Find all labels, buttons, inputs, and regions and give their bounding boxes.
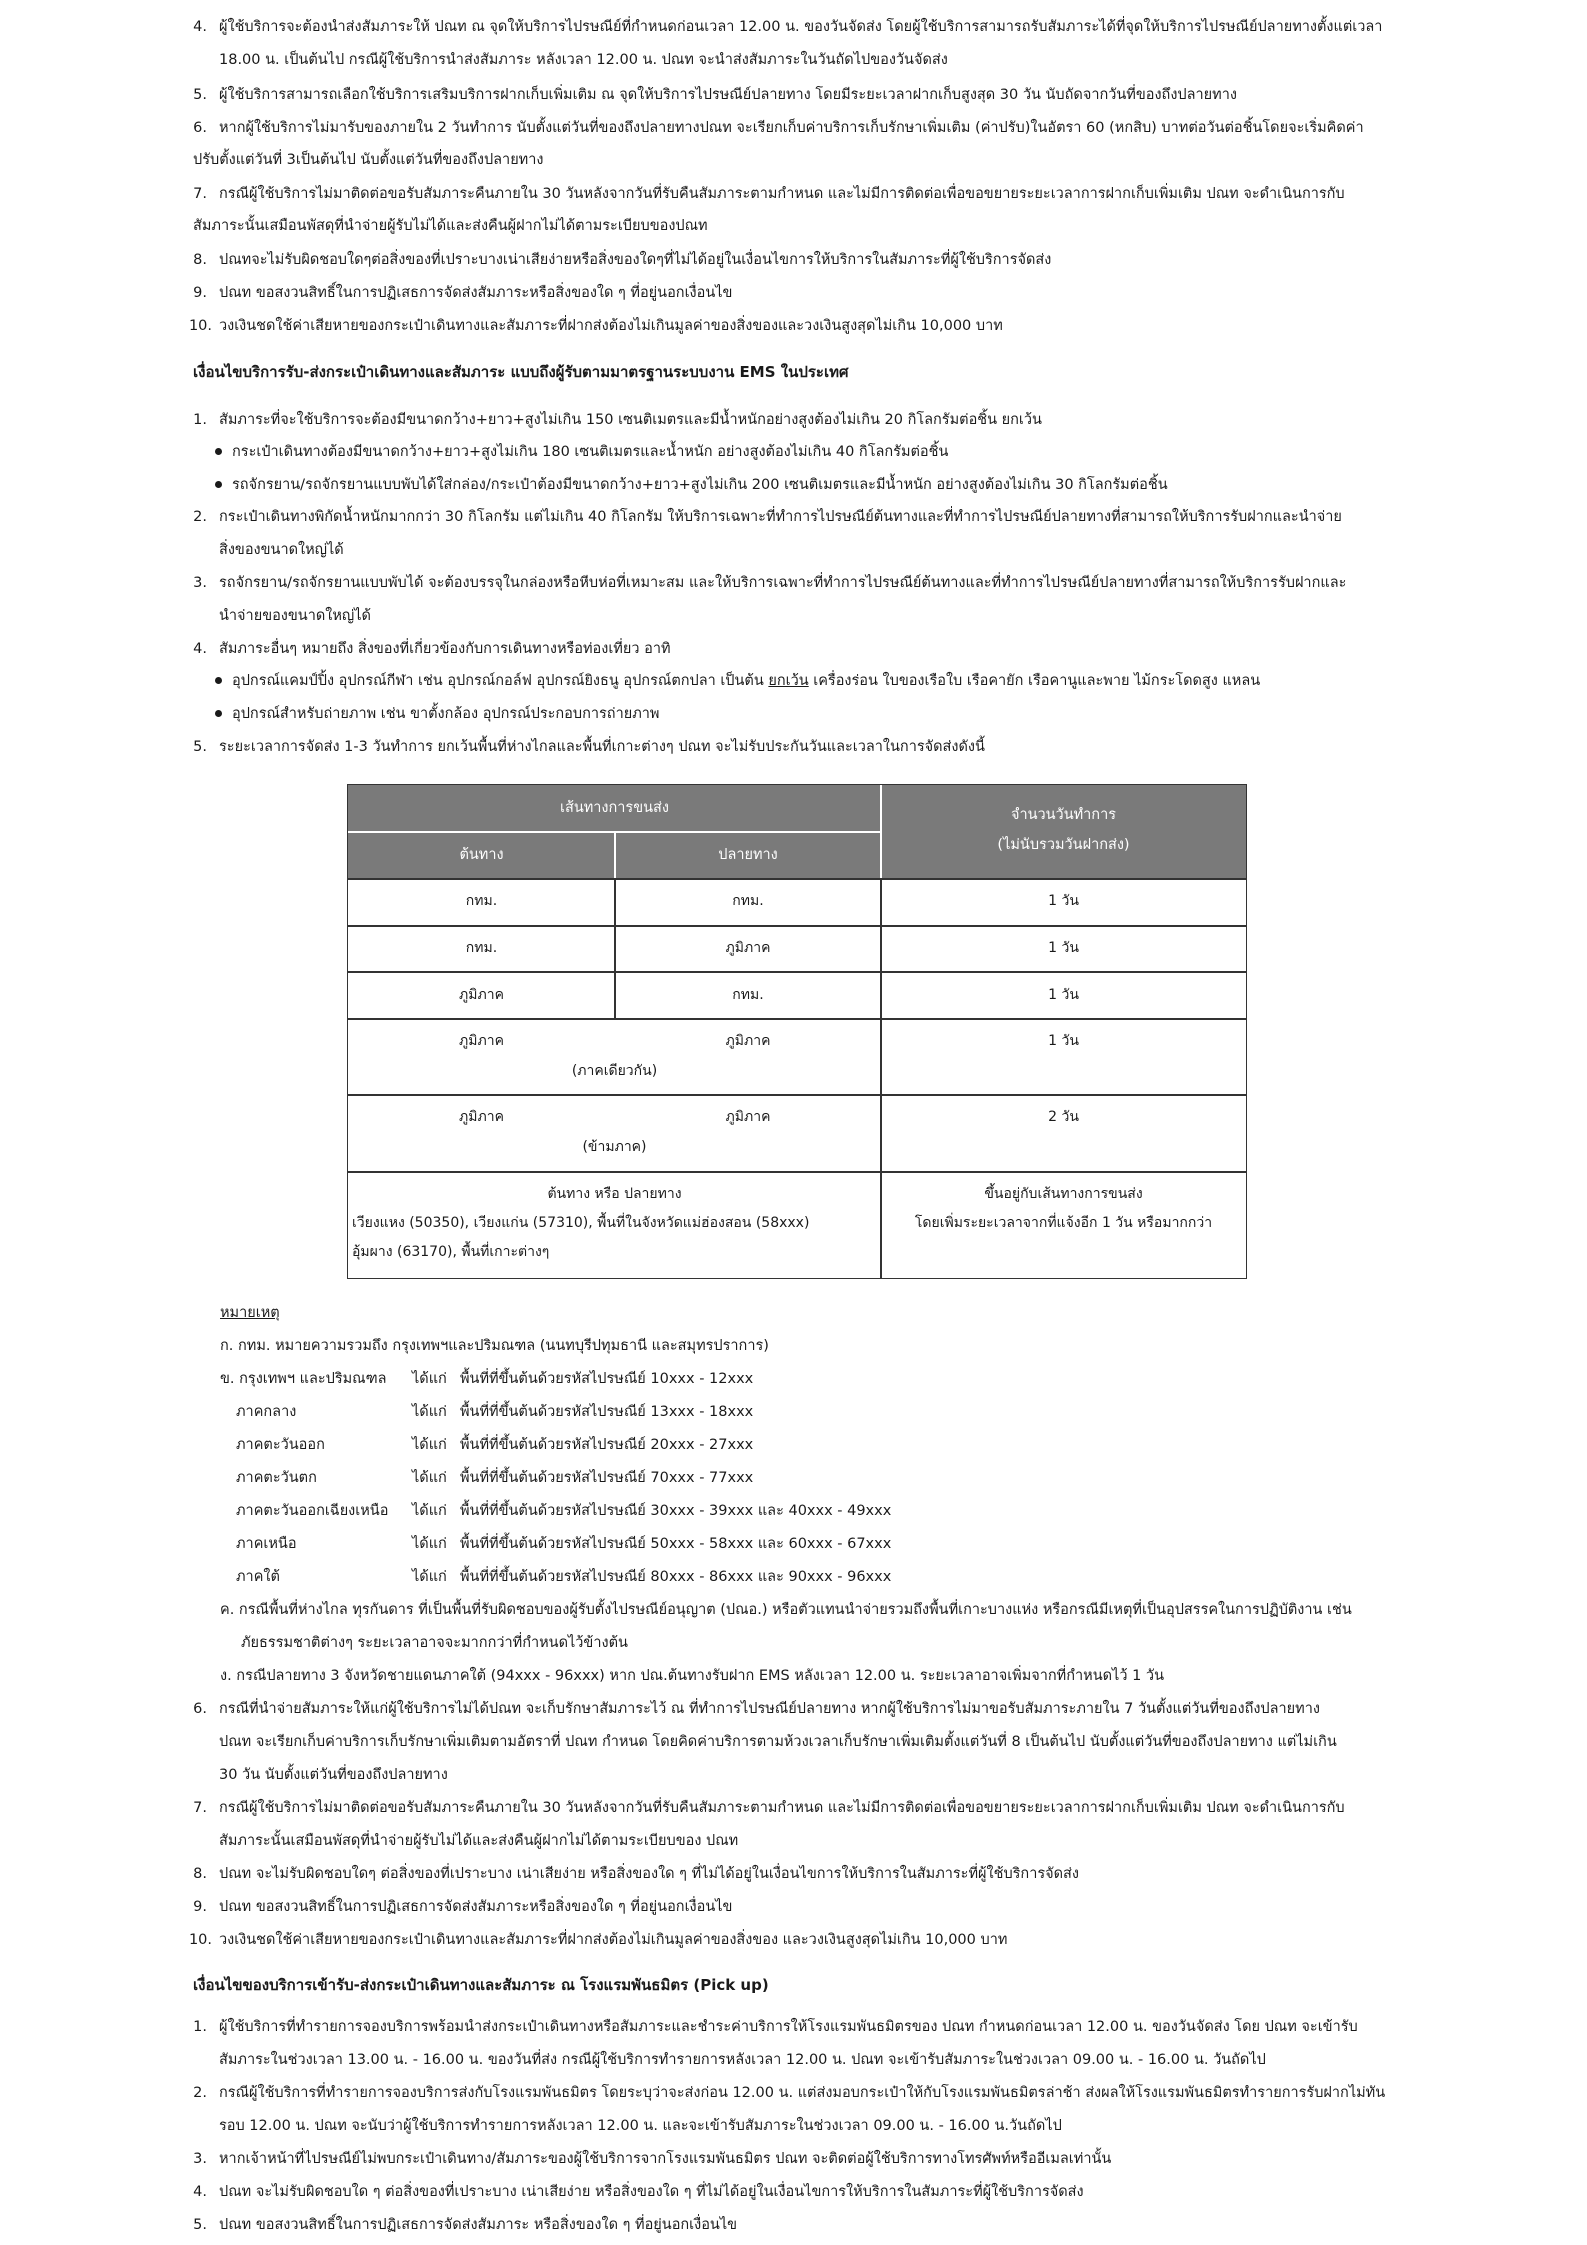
region-name: ภาคใต้ [236, 1569, 280, 1585]
list-number: 4. [193, 2184, 207, 2200]
table-rule [614, 878, 616, 1018]
days-header-line: (ไม่นับรวมวันฝากส่ง) [997, 837, 1130, 853]
list-item-text: ผู้ใช้บริการที่ทำรายการจองบริการพร้อมนำส่งกระเป๋าเดินทางหรือสัมภาระและชำระค่าบริการให้โรงแรมพันธมิตรของ ปณท กำหนดก่อนเวลา 12.00 น. ของวันจัดส่ง โดย ปณท จะเข้ารับ [219, 2019, 1358, 2035]
bullet-text: อุปกรณ์สำหรับถ่ายภาพ เช่น ขาตั้งกล้อง อุปกรณ์ประกอบการถ่ายภาพ [232, 706, 660, 722]
note-a: ก. กทม. หมายความรวมถึง กรุงเทพฯและปริมณฑล (นนทบุรีปทุมธานี และสมุทรปราการ) [220, 1338, 769, 1354]
list-item-text: นำจ่ายของขนาดใหญ่ได้ [219, 608, 371, 624]
list-number: 4. [193, 641, 207, 657]
table-cell: (ภาคเดียวกัน) [571, 1063, 658, 1079]
list-number: 10. [188, 318, 212, 334]
region-desc: พื้นที่ที่ขึ้นต้นด้วยรหัสไปรษณีย์ 13xxx - 18xxx [460, 1404, 754, 1420]
list-number: 5. [193, 2217, 207, 2233]
table-cell: กทม. [732, 893, 764, 909]
table-cell: อุ้มผาง (63170), พื้นที่เกาะต่างๆ [352, 1244, 550, 1260]
region-desc: พื้นที่ที่ขึ้นต้นด้วยรหัสไปรษณีย์ 80xxx - 86xxx และ 90xxx - 96xxx [460, 1569, 892, 1585]
list-item-text: หากผู้ใช้บริการไม่มารับของภายใน 2 วันทำการ นับตั้งแต่วันที่ของถึงปลายทางปณท จะเรียกเก็บค่าบริการเก็บรักษาเพิ่มเติม (ค่าปรับ)ในอัตรา 60 (หกสิบ) บาทต่อวันต่อชิ้นโดยจะเริ่มคิดค่า [219, 120, 1364, 136]
region-name: ภาคตะวันตก [236, 1470, 317, 1486]
delivery-time-table [347, 784, 1247, 1279]
list-number: 5. [193, 739, 207, 755]
notes-title-text: หมายเหตุ [220, 1305, 280, 1321]
list-number: 3. [193, 575, 207, 591]
list-item-text: วงเงินชดใช้ค่าเสียหายของกระเป๋าเดินทางและสัมภาระที่ฝากส่งต้องไม่เกินมูลค่าของสิ่งของและวงเงินสูงสุดไม่เกิน 10,000 บาท [219, 318, 1003, 334]
underline-text: ยกเว้น [768, 673, 809, 689]
list-item-text: ปณท จะเรียกเก็บค่าบริการเก็บรักษาเพิ่มเติมตามอัตราที่ ปณท กำหนด โดยคิดค่าบริการตามห้วงเวลาเก็บรักษาเพิ่มเติมตั้งแต่วันที่ 8 เป็นต้นไป นับตั้งแต่วันที่ของถึงปลายทาง แต่ไม่เกิน [219, 1734, 1337, 1750]
list-number: 2. [193, 509, 207, 525]
table-cell: ภูมิภาค [459, 987, 504, 1003]
region-name: ภาคตะวันออกเฉียงเหนือ [236, 1503, 389, 1519]
list-item-text: ปณท ขอสงวนสิทธิ์ในการปฏิเสธการจัดส่งสัมภาระหรือสิ่งของใด ๆ ที่อยู่นอกเงื่อนไข [219, 1899, 733, 1915]
note-b-prefix: ข. กรุงเทพฯ และปริมณฑล [220, 1371, 387, 1387]
list-item-text: หากเจ้าหน้าที่ไปรษณีย์ไม่พบกระเป๋าเดินทาง/สัมภาระของผู้ใช้บริการจากโรงแรมพันธมิตร ปณท จะติดต่อผู้ใช้บริการทางโทรศัพท์หรืออีเมลเท่านั้น [219, 2151, 1112, 2167]
destination-header: ปลายทาง [615, 832, 881, 878]
header-divider [614, 832, 616, 878]
notes-title [220, 1297, 280, 1330]
days-header [881, 785, 1246, 878]
list-item-text: ปณท ขอสงวนสิทธิ์ในการปฏิเสธการจัดส่งสัมภาระ หรือสิ่งของใด ๆ ที่อยู่นอกเงื่อนไข [219, 2217, 738, 2233]
region-got: ได้แก่ [412, 1437, 447, 1453]
bullet-text: กระเป๋าเดินทางต้องมีขนาดกว้าง+ยาว+สูงไม่เกิน 180 เซนติเมตรและน้ำหนัก อย่างสูงต้องไม่เกิน 40 กิโลกรัมต่อชิ้น [232, 444, 949, 460]
table-cell: ภูมิภาค [725, 940, 771, 956]
list-item-text: รถจักรยาน/รถจักรยานแบบพับได้ จะต้องบรรจุในกล่องหรือหีบห่อที่เหมาะสม และให้บริการเฉพาะที่ทำการไปรษณีย์ต้นทางและที่ทำการไปรษณีย์ปลายทางที่สามารถให้บริการรับฝากและ [219, 575, 1347, 591]
list-item-text: ปณทจะไม่รับผิดชอบใดๆต่อสิ่งของที่เปราะบางเน่าเสียง่ายหรือสิ่งของใดๆที่ไม่ได้อยู่ในเงื่อนไขการให้บริการในสัมภาระที่ผู้ใช้บริการจัดส่ง [219, 252, 1052, 268]
region-desc: พื้นที่ที่ขึ้นต้นด้วยรหัสไปรษณีย์ 20xxx - 27xxx [460, 1437, 754, 1453]
region-desc: พื้นที่ที่ขึ้นต้นด้วยรหัสไปรษณีย์ 30xxx - 39xxx และ 40xxx - 49xxx [460, 1503, 892, 1519]
table-rule [348, 1171, 1246, 1173]
list-item-text: สัมภาระนั้นเสมือนพัสดุที่นำจ่ายผู้รับไม่ได้และส่งคืนผู้ฝากไม่ได้ตามระเบียบของปณท [193, 218, 708, 234]
list-item-text: สัมภาระอื่นๆ หมายถึง สิ่งของที่เกี่ยวข้องกับการเดินทางหรือท่องเที่ยว อาทิ [219, 641, 671, 657]
bullet-text: อุปกรณ์แคมป์ปิ้ง อุปกรณ์กีฬา เช่น อุปกรณ์กอล์ฟ อุปกรณ์ยิงธนู อุปกรณ์ตกปลา เป็นต้น ยกเว้น เครื่องร่อน ใบของเรือใบ เรือคายัก เรือคานูและพาย ไม้กระโดดสูง แหลน [232, 673, 1261, 689]
days-header-line: จำนวนวันทำการ [1010, 807, 1117, 823]
note-c: ภัยธรรมชาติต่างๆ ระยะเวลาอาจจะมากกว่าที่กำหนดไว้ข้างต้น [241, 1635, 628, 1651]
region-desc: พื้นที่ที่ขึ้นต้นด้วยรหัสไปรษณีย์ 10xxx - 12xxx [460, 1371, 754, 1387]
table-rule [348, 925, 1246, 927]
list-number: 5. [193, 87, 207, 103]
table-cell: 2 วัน [1048, 1109, 1079, 1125]
origin-header: ต้นทาง [348, 832, 615, 878]
table-cell: ต้นทาง หรือ ปลายทาง [547, 1186, 682, 1202]
list-item-text: กระเป๋าเดินทางพิกัดน้ำหนักมากกว่า 30 กิโลกรัม แต่ไม่เกิน 40 กิโลกรัม ให้บริการเฉพาะที่ทำการไปรษณีย์ต้นทางและที่ทำการไปรษณีย์ปลายทางที่สามารถให้บริการรับฝากและนำจ่าย [219, 509, 1342, 525]
table-cell: โดยเพิ่มระยะเวลาจากที่แจ้งอีก 1 วัน หรือมากกว่า [914, 1215, 1213, 1231]
bullet-icon [215, 677, 222, 684]
list-item-text: กรณีที่นำจ่ายสัมภาระให้แก่ผู้ใช้บริการไม่ได้ปณท จะเก็บรักษาสัมภาระไว้ ณ ที่ทำการไปรษณีย์ปลายทาง หากผู้ใช้บริการไม่มาขอรับสัมภาระภายใน 7 วันตั้งแต่วันที่ของถึงปลายทาง [219, 1701, 1320, 1717]
section-heading: เงื่อนไขของบริการเข้ารับ-ส่งกระเป๋าเดินทางและสัมภาระ ณ โรงแรมพันธมิตร (Pick up) [193, 1976, 769, 1994]
table-rule [348, 1094, 1246, 1096]
list-number: 3. [193, 2151, 207, 2167]
list-item-text: 18.00 น. เป็นต้นไป กรณีผู้ใช้บริการนำส่งสัมภาระ หลังเวลา 12.00 น. ปณท จะนำส่งสัมภาระในวันถัดไปของวันจัดส่ง [219, 52, 948, 68]
list-item-text: สิ่งของขนาดใหญ่ได้ [219, 542, 344, 558]
table-cell: ภูมิภาค [725, 1033, 771, 1049]
list-item-text: สัมภาระในช่วงเวลา 13.00 น. - 16.00 น. ของวันที่ส่ง กรณีผู้ใช้บริการทำรายการหลังเวลา 12.00 น. ปณท จะเข้ารับสัมภาระในช่วงเวลา 09.00 น. - 16.00 น. วันถัดไป [219, 2052, 1266, 2068]
region-name: ภาคกลาง [236, 1404, 297, 1420]
list-item-text: 30 วัน นับตั้งแต่วันที่ของถึงปลายทาง [219, 1767, 448, 1783]
table-cell: กทม. [732, 987, 764, 1003]
list-number: 1. [193, 412, 207, 428]
list-item-text: ผู้ใช้บริการจะต้องนำส่งสัมภาระให้ ปณท ณ จุดให้บริการไปรษณีย์ที่กำหนดก่อนเวลา 12.00 น. ของวันจัดส่ง โดยผู้ใช้บริการสามารถรับสัมภาระได้ที่จุดให้บริการไปรษณีย์ปลายทางตั้งแต่เวลา [219, 19, 1383, 35]
list-number: 6. [193, 120, 207, 136]
region-got: ได้แก่ [412, 1569, 447, 1585]
list-number: 7. [193, 186, 207, 202]
list-number: 8. [193, 252, 207, 268]
table-cell: 1 วัน [1048, 893, 1079, 909]
region-got: ได้แก่ [412, 1470, 447, 1486]
bullet-icon [215, 481, 222, 488]
table-rule [348, 878, 1246, 880]
table-cell: 1 วัน [1048, 987, 1079, 1003]
bullet-text: รถจักรยาน/รถจักรยานแบบพับได้ใส่กล่อง/กระเป๋าต้องมีขนาดกว้าง+ยาว+สูงไม่เกิน 200 เซนติเมตรและมีน้ำหนัก อย่างสูงต้องไม่เกิน 30 กิโลกรัมต่อชิ้น [232, 477, 1168, 493]
table-rule [880, 878, 882, 1278]
bullet-icon [215, 710, 222, 717]
table-cell: 1 วัน [1048, 1033, 1079, 1049]
region-got: ได้แก่ [412, 1536, 447, 1552]
list-item-text: ปณท จะไม่รับผิดชอบใด ๆ ต่อสิ่งของที่เปราะบาง เน่าเสียง่าย หรือสิ่งของใด ๆ ที่ไม่ได้อยู่ในเงื่อนไขการให้บริการในสัมภาระที่ผู้ใช้บริการจัดส่ง [219, 2184, 1084, 2200]
region-name: ภาคเหนือ [236, 1536, 297, 1552]
list-number: 9. [193, 285, 207, 301]
region-got: ได้แก่ [412, 1404, 447, 1420]
list-number: 6. [193, 1701, 207, 1717]
note-d: ง. กรณีปลายทาง 3 จังหวัดชายแดนภาคใต้ (94xxx - 96xxx) หาก ปณ.ต้นทางรับฝาก EMS หลังเวลา 12.00 น. ระยะเวลาอาจเพิ่มจากที่กำหนดไว้ 1 วัน [220, 1668, 1164, 1684]
header-divider [880, 785, 882, 878]
region-desc: พื้นที่ที่ขึ้นต้นด้วยรหัสไปรษณีย์ 50xxx - 58xxx และ 60xxx - 67xxx [460, 1536, 892, 1552]
table-cell: กทม. [465, 893, 498, 909]
region-desc: พื้นที่ที่ขึ้นต้นด้วยรหัสไปรษณีย์ 70xxx - 77xxx [460, 1470, 754, 1486]
table-cell: 1 วัน [1048, 940, 1079, 956]
list-number: 9. [193, 1899, 207, 1915]
list-number: 8. [193, 1866, 207, 1882]
region-got: ได้แก่ [412, 1371, 447, 1387]
table-cell: ภูมิภาค [459, 1033, 504, 1049]
list-item-text: กรณีผู้ใช้บริการไม่มาติดต่อขอรับสัมภาระคืนภายใน 30 วันหลังจากวันที่รับคืนสัมภาระตามกำหนด และไม่มีการติดต่อเพื่อขอขยายระยะเวลาการฝากเก็บเพิ่มเติม ปณท จะดำเนินการกับ [219, 1800, 1345, 1816]
table-cell: เวียงแหง (50350), เวียงแก่น (57310), พื้นที่ในจังหวัดแม่ฮ่องสอน (58xxx) [352, 1215, 810, 1231]
table-cell: ภูมิภาค [725, 1109, 771, 1125]
table-cell: (ข้ามภาค) [582, 1139, 647, 1155]
table-rule [348, 1018, 1246, 1020]
list-item-text: สัมภาระนั้นเสมือนพัสดุที่นำจ่ายผู้รับไม่ได้และส่งคืนผู้ฝากไม่ได้ตามระเบียบของ ปณท [219, 1833, 739, 1849]
list-item-text: สัมภาระที่จะใช้บริการจะต้องมีขนาดกว้าง+ยาว+สูงไม่เกิน 150 เซนติเมตรและมีน้ำหนักอย่างสูงต้องไม่เกิน 20 กิโลกรัมต่อชิ้น ยกเว้น [219, 412, 1042, 428]
region-name: ภาคตะวันออก [236, 1437, 325, 1453]
list-item-text: ผู้ใช้บริการสามารถเลือกใช้บริการเสริมบริการฝากเก็บเพิ่มเติม ณ จุดให้บริการไปรษณีย์ปลายทาง โดยมีระยะเวลาฝากเก็บสูงสุด 30 วัน นับถัดจากวันที่ของถึงปลายทาง [219, 87, 1237, 103]
list-item-text: รอบ 12.00 น. ปณท จะนับว่าผู้ใช้บริการทำรายการหลังเวลา 12.00 น. และจะเข้ารับสัมภาระในช่วงเวลา 09.00 น. - 16.00 น.วันถัดไป [219, 2118, 1062, 2134]
list-number: 4. [193, 19, 207, 35]
list-number: 7. [193, 1800, 207, 1816]
list-number: 10. [188, 1932, 212, 1948]
section-heading: เงื่อนไขบริการรับ-ส่งกระเป๋าเดินทางและสัมภาระ แบบถึงผู้รับตามมาตรฐานระบบงาน EMS ในประเทศ [193, 363, 849, 381]
table-cell: ภูมิภาค [459, 1109, 504, 1125]
list-number: 2. [193, 2085, 207, 2101]
table-cell: กทม. [465, 940, 498, 956]
region-got: ได้แก่ [412, 1503, 447, 1519]
list-item-text: ระยะเวลาการจัดส่ง 1-3 วันทำการ ยกเว้นพื้นที่ห่างไกลและพื้นที่เกาะต่างๆ ปณท จะไม่รับประกันวันและเวลาในการจัดส่งดังนี้ [219, 739, 985, 755]
list-item-text: กรณีผู้ใช้บริการไม่มาติดต่อขอรับสัมภาระคืนภายใน 30 วันหลังจากวันที่รับคืนสัมภาระตามกำหนด และไม่มีการติดต่อเพื่อขอขยายระยะเวลาการฝากเก็บเพิ่มเติม ปณท จะดำเนินการกับ [219, 186, 1345, 202]
route-header: เส้นทางการขนส่ง [348, 785, 881, 832]
list-item-text: ปณท จะไม่รับผิดชอบใดๆ ต่อสิ่งของที่เปราะบาง เน่าเสียง่าย หรือสิ่งของใด ๆ ที่ไม่ได้อยู่ในเงื่อนไขการให้บริการในสัมภาระที่ผู้ใช้บริการจัดส่ง [219, 1866, 1079, 1882]
table-rule [348, 971, 1246, 973]
list-item-text: ปณท ขอสงวนสิทธิ์ในการปฏิเสธการจัดส่งสัมภาระหรือสิ่งของใด ๆ ที่อยู่นอกเงื่อนไข [219, 285, 733, 301]
bullet-icon [215, 448, 222, 455]
table-cell: ขึ้นอยู่กับเส้นทางการขนส่ง [984, 1186, 1143, 1202]
list-number: 1. [193, 2019, 207, 2035]
list-item-text: วงเงินชดใช้ค่าเสียหายของกระเป๋าเดินทางและสัมภาระที่ฝากส่งต้องไม่เกินมูลค่าของสิ่งของ และวงเงินสูงสุดไม่เกิน 10,000 บาท [219, 1932, 1008, 1948]
list-item-text: กรณีผู้ใช้บริการที่ทำรายการจองบริการส่งกับโรงแรมพันธมิตร โดยระบุว่าจะส่งก่อน 12.00 น. แต่ส่งมอบกระเป๋าให้กับโรงแรมพันธมิตรล่าช้า ส่งผลให้โรงแรมพันธมิตรทำรายการรับฝากไม่ทัน [219, 2085, 1386, 2101]
list-item-text: ปรับตั้งแต่วันที่ 3เป็นต้นไป นับตั้งแต่วันที่ของถึงปลายทาง [193, 152, 544, 168]
note-c: ค. กรณีพื้นที่ห่างไกล ทุรกันดาร ที่เป็นพื้นที่รับผิดชอบของผู้รับตั้งไปรษณีย์อนุญาต (ปณอ.) หรือตัวแทนนำจ่ายรวมถึงพื้นที่เกาะบางแห่ง หรือกรณีมีเหตุที่เป็นอุปสรรคในการปฏิบัติงาน เช่น [220, 1602, 1352, 1618]
